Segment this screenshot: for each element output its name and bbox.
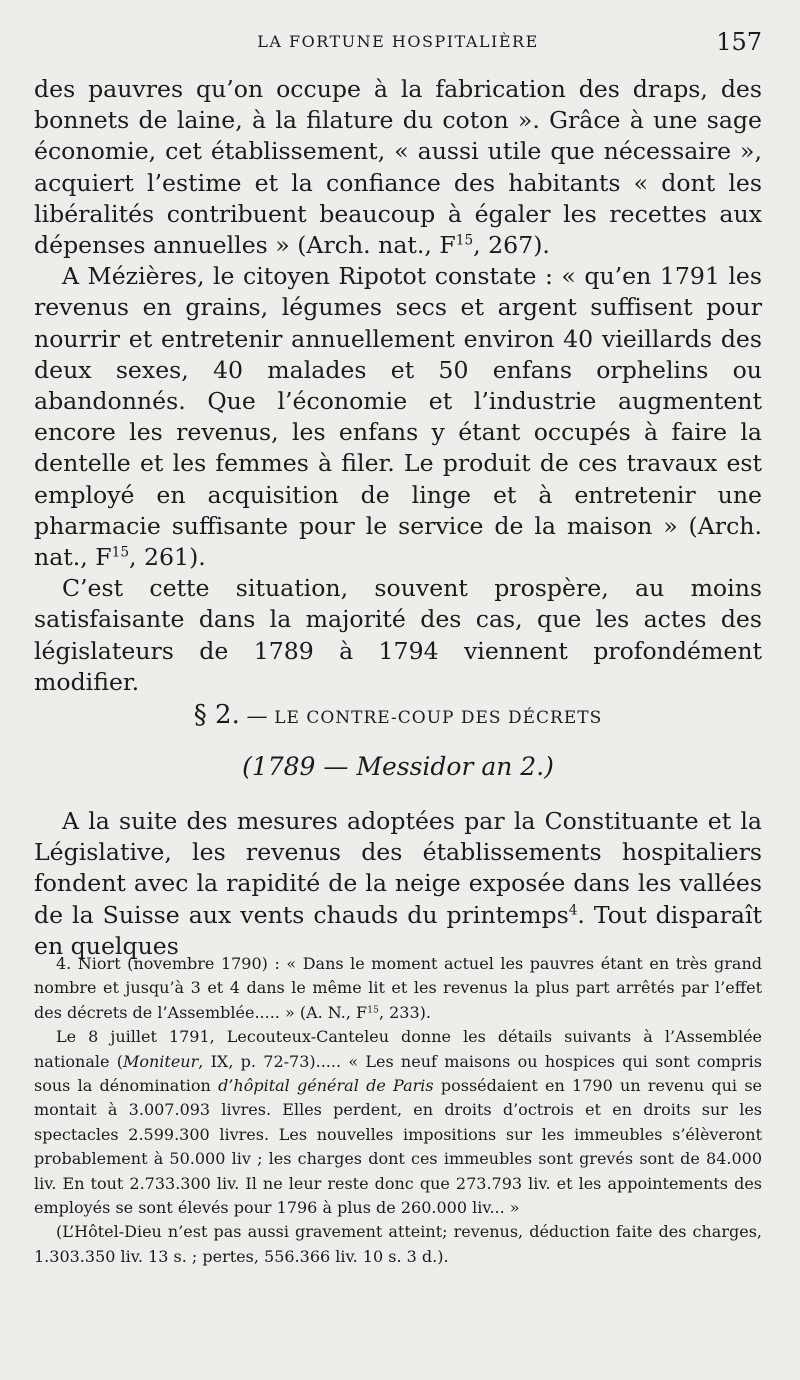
main-text bbox=[34, 74, 762, 698]
paragraph: des pauvres qu’on occupe à la fabrication des draps, des bonnets de laine, à la filature du coton ». Grâce à une sage économie, cet établissement, « aussi utile que nécessaire », acquiert l’estime et la confiance des habitants « dont les libéralités contribuent beaucoup à égaler les recettes aux dépenses annuelles » (Arch. nat., $F^{15}$, 267). bbox=[34, 75, 762, 260]
section-dash: — bbox=[246, 704, 268, 728]
page-header bbox=[34, 28, 762, 58]
paragraph: A Mézières, le citoyen Ripotot constate : « qu’en 1791 les revenus en grains, légumes secs et argent suffisent pour nourrir et entretenir annuellement environ 40 vieillards des deux sexes, 40 malades et 50 enfans orphelins ou abandonnés. Que l’économie et l’industrie augmentent encore les revenus, les enfans y étant occupés à faire la dentelle et les femmes à filer. Le produit de ces travaux est employé en acquisition de linge et à entretenir une pharmacie suffisante pour le service de la maison » (Arch. nat., $F^{15}$, 261). bbox=[34, 262, 762, 572]
footnotes bbox=[34, 952, 762, 1269]
footnote: (L’Hôtel-Dieu n’est pas aussi gravement atteint; revenus, déduction faite des charges, 1.303.350 liv. 13 s. ; pertes, 556.366 liv. 10 s. 3 d.). bbox=[34, 1222, 762, 1266]
section-title: LE CONTRE-COUP DES DÉCRETS bbox=[274, 708, 603, 728]
main-text-continued bbox=[34, 806, 762, 962]
paragraph: C’est cette situation, souvent prospère, au moins satisfaisante dans la majorité des cas, que les actes des législateurs de 1789 à 1794 viennent profondément modifier. bbox=[34, 574, 762, 696]
footnote: 4. Niort (novembre 1790) : « Dans le moment actuel les pauvres étant en très grand nombre et jusqu’à 3 et 4 dans le même lit et les revenus la plus part arrêtés par l’effet des décrets de l’Assemblée..... » (A. N., $F^{15}$, 233). bbox=[34, 954, 762, 1022]
page-number: 157 bbox=[716, 28, 762, 56]
section-heading bbox=[34, 700, 762, 730]
paragraph: A la suite des mesures adoptées par la Constituante et la Législative, les revenus des établissements hospitaliers fondent avec la rapidité de la neige exposée dans les vallées de la Suisse aux vents chauds du printemps$^4$. Tout disparaît en quelques bbox=[34, 807, 762, 960]
footnote: Le 8 juillet 1791, Lecouteux-Canteleu donne les détails suivants à l’Assemblée nationale (Moniteur, IX, p. 72-73)..... « Les neuf maisons ou hospices qui sont compris sous la dénomination d’hôpital général de Paris possédaient en 1790 un revenu qui se montait à 3.007.093 livres. Elles perdent, en droits d’octrois et en droits sur les spectacles 2.599.300 livres. Les nouvelles impositions sur les immeubles s’élèveront probablement à 50.000 liv ; les charges dont ces immeubles sont grevés sont de 84.000 liv. En tout 2.733.300 liv. Il ne leur reste donc que 273.793 liv. et les appointements des employés se sont élevés pour 1796 à plus de 260.000 liv... » bbox=[34, 1027, 763, 1218]
running-title: LA FORTUNE HOSPITALIÈRE bbox=[257, 32, 539, 51]
section-number: § 2. bbox=[193, 700, 240, 730]
section-subheading: (1789 — Messidor an 2.) bbox=[242, 752, 554, 781]
